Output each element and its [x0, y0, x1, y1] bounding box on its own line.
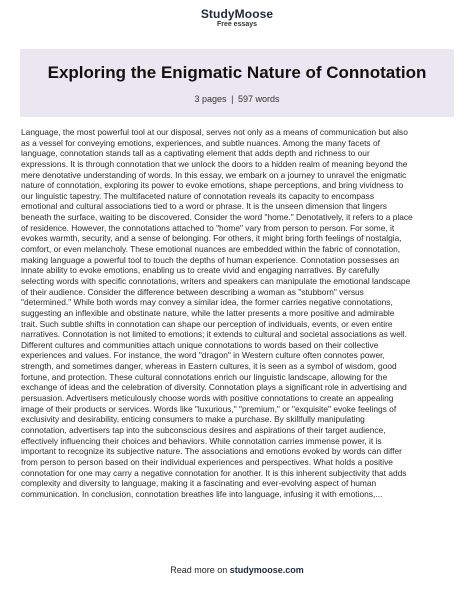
- essay-line: emotional and cultural associations tied to a word or phrase. It is the unseen dimension that lingers: [21, 201, 387, 212]
- word-count: 597 words: [237, 94, 280, 104]
- essay-title: Exploring the Enigmatic Nature of Connotation: [47, 63, 427, 82]
- essay-line: exchange of ideas and the celebration of diversity. Connotation plays a significant role in advertising and: [21, 382, 407, 393]
- essay-line: suggesting an inflexible and obstinate nature, while the latter presents a more positive and admirable: [21, 307, 395, 318]
- essay-line: narratives. Connotation is not limited to emotions; it extends to cultural and societal associations as well.: [21, 329, 407, 340]
- brand-logo-text[interactable]: StudyMoose: [200, 7, 274, 21]
- footer: [0, 565, 474, 575]
- essay-line: connotation for one may carry a negative connotation for another. It is this inherent subjectivity that adds: [21, 467, 407, 478]
- title-band: [20, 49, 454, 117]
- essay-line: exclusivity and desirability, enticing consumers to make a purchase. By skillfully manipulating: [21, 414, 365, 425]
- essay-line: our linguistic tapestry. The multifaceted nature of connotation reveals its capacity to encompass: [21, 190, 375, 201]
- footer-prefix: Read more on: [170, 565, 228, 575]
- essay-line: complexity and diversity to language, making it a fascinating and ever-evolving aspect of human: [21, 478, 377, 489]
- essay-line: beneath the surface, waiting to be discovered. Consider the word "home." Denotatively, it refers to a place: [21, 212, 413, 223]
- essay-line: Language, the most powerful tool at our disposal, serves not only as a means of communication but also: [21, 127, 408, 137]
- essay-line: comfort, or even melancholy. These emotional nuances are embedded within the fabric of connotation,: [21, 244, 401, 255]
- essay-line: Different cultures and communities attach unique connotations to words based on their collective: [21, 339, 379, 350]
- essay-line: trait. Such subtle shifts in connotation can shape our perception of individuals, events, or even entire: [21, 318, 393, 329]
- essay-line: fortune, and protection. These cultural connotations enrich our linguistic landscape, allowing for the: [21, 371, 388, 382]
- essay-line: innate ability to evoke emotions, enabling us to create vivid and engaging narratives. By carefully: [21, 265, 380, 276]
- essay-line: nature of connotation, exploring its power to evoke emotions, shape perceptions, and bring vividness to: [21, 180, 404, 191]
- essay-line: from person to person based on their individual experiences and perspectives. What holds a positive: [21, 456, 393, 467]
- essay-line: strength, and sometimes danger, whereas in Eastern cultures, it is seen as a symbol of wisdom, good: [21, 361, 397, 372]
- essay-line: image of their products or services. Words like "luxurious," "premium," or "exquisite" evoke feelings of: [21, 403, 397, 414]
- essay-line: mere denotative understanding of words. In this essay, we embark on a journey to unravel the enigmatic: [21, 169, 407, 180]
- essay-line: of their audience. Consider the difference between describing a woman as "stubborn" versus: [21, 286, 364, 297]
- meta-separator: |: [231, 94, 234, 104]
- essay-line: evokes warmth, security, and a sense of belonging. For others, it might bring forth feelings of nostalgia,: [21, 233, 402, 244]
- essay-line: language, connotation stands tall as a captivating element that adds depth and richness to our: [21, 148, 370, 159]
- essay-line: important to recognize its subjective nature. The associations and emotions evoked by words can differ: [21, 446, 402, 457]
- page-count: 3 pages: [194, 94, 227, 104]
- essay-line: persuasion. Advertisers meticulously choose words with positive connotations to create an appealing: [21, 393, 394, 404]
- essay-meta: [20, 94, 454, 104]
- essay-line: communication. In conclusion, connotation breathes life into language, infusing it with emotions,...: [21, 488, 383, 499]
- essay-body: [21, 127, 456, 499]
- essay-line: effectively influencing their choices and behaviors. While connotation carries immense power, it is: [21, 435, 382, 446]
- brand-header: [0, 7, 474, 28]
- brand-tagline: Free essays: [216, 21, 258, 28]
- essay-line: selecting words with specific connotations, writers and speakers can manipulate the emotional landscape: [21, 275, 411, 286]
- essay-line: "determined." While both words may convey a similar idea, the former carries negative connotations,: [21, 297, 393, 308]
- essay-line: experiences and values. For instance, the word "dragon" in Western culture often connotes power,: [21, 350, 385, 361]
- essay-line: expressions. It is through connotation that we unlock the doors to a hidden realm of meaning beyond the: [21, 158, 408, 169]
- essay-line: making language a powerful tool to touch the depths of human experience. Connotation possesses an: [21, 254, 400, 265]
- essay-line: as a vessel for conveying emotions, experiences, and subtle nuances. Among the many facets of: [21, 137, 380, 148]
- essay-line: connotation, advertisers tap into the subconscious desires and aspirations of their target audience,: [21, 424, 386, 435]
- essay-line: of residence. However, the connotations attached to "home" vary from person to person. For some, it: [21, 222, 395, 233]
- footer-link[interactable]: studymoose.com: [229, 565, 304, 575]
